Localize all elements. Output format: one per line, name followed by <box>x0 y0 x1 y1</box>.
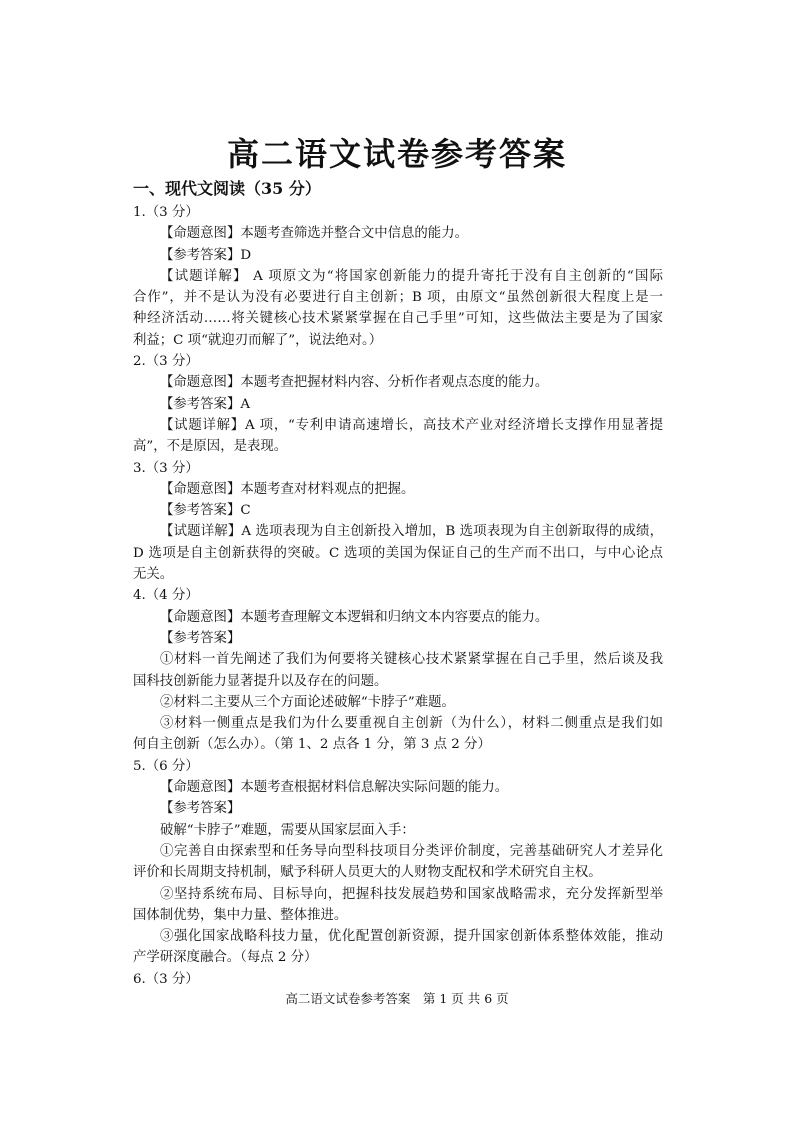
answer-content <box>133 202 663 990</box>
point-line: ②坚持系统布局、目标导向，把握科技发展趋势和国家战略需求，充分发挥新型举 <box>160 886 663 902</box>
point-line: ③材料一侧重点是我们为什么要重视自主创新（为什么），材料二侧重点是我们如 <box>160 716 663 732</box>
detail-line: 【试题详解】A 选项表现为自主创新投入增加，B 选项表现为自主创新取得的成绩， <box>160 524 663 540</box>
page-title: 高二语文试卷参考答案 <box>226 135 567 173</box>
detail-line: 高”，不是原因，是表现。 <box>133 439 288 455</box>
detail-line: 【试题详解】 A 项原文为“将国家创新能力的提升寄托于没有自主创新的“国际 <box>160 268 663 284</box>
question-number: 6.（3 分） <box>133 971 199 987</box>
question-number: 2.（3 分） <box>133 354 199 370</box>
detail-line: 利益；C 项“就迎刃而解了”，说法绝对。） <box>133 332 383 348</box>
detail-line: 合作”，并不是认为没有必要进行自主创新；B 项，由原文“虽然创新很大程度上是一 <box>133 290 663 306</box>
question-number: 4.（4 分） <box>133 588 199 604</box>
page-footer: 高二语文试卷参考答案 第 1 页 共 6 页 <box>285 991 509 1006</box>
section-heading: 一、现代文阅读（35 分） <box>133 179 321 198</box>
intent-line: 【命题意图】本题考查理解文本逻辑和归纳文本内容要点的能力。 <box>160 609 549 625</box>
point-line: ①完善自由探索型和任务导向型科技项目分类评价制度，完善基础研究人才差异化 <box>160 843 663 859</box>
intent-line: 【命题意图】本题考查把握材料内容、分析作者观点态度的能力。 <box>160 375 549 391</box>
intent-line: 【命题意图】本题考查根据材料信息解决实际问题的能力。 <box>160 780 509 796</box>
detail-line: D 选项是自主创新获得的突破。C 选项的美国为保证自己的生产而不出口，与中心论点 <box>133 545 663 561</box>
question-number: 3.（3 分） <box>133 460 199 476</box>
answer-line: 【参考答案】C <box>160 503 251 519</box>
point-line: 评价和长周期支持机制，赋予科研人员更大的人财物支配权和学术研究自主权。 <box>133 865 602 881</box>
point-line: 何自主创新（怎么办）。（第 1、2 点各 1 分，第 3 点 2 分） <box>133 737 491 753</box>
question-number: 1.（3 分） <box>133 205 199 220</box>
point-line: 国科技创新能力显著提升以及存在的问题。 <box>133 673 388 689</box>
detail-line: 【试题详解】A 项，“专利申请高速增长，高技术产业对经济增长支撑作用显著提 <box>160 417 663 433</box>
intro-line: 破解“卡脖子”难题，需要从国家层面入手： <box>160 822 415 838</box>
answer-line: 【参考答案】 <box>160 630 241 646</box>
point-line: 产学研深度融合。（每点 2 分） <box>133 950 318 966</box>
intent-line: 【命题意图】本题考查筛选并整合文中信息的能力。 <box>160 226 468 242</box>
question-number: 5.（6 分） <box>133 758 199 774</box>
answer-line: 【参考答案】A <box>160 396 251 412</box>
point-line: 国体制优势，集中力量、整体推进。 <box>133 907 348 923</box>
detail-line: 种经济活动……将关键核心技术紧紧掌握在自己手里”可知，这些做法主要是为了国家 <box>133 311 663 327</box>
answer-line: 【参考答案】D <box>160 247 252 263</box>
intent-line: 【命题意图】本题考查对材料观点的把握。 <box>160 481 415 497</box>
detail-line: 无关。 <box>133 567 174 583</box>
answer-line: 【参考答案】 <box>160 801 241 817</box>
point-line: ③强化国家战略科技力量，优化配置创新资源，提升国家创新体系整体效能，推动 <box>160 929 663 945</box>
point-line: ②材料二主要从三个方面论述破解“卡脖子”难题。 <box>160 694 455 710</box>
point-line: ①材料一首先阐述了我们为何要将关键核心技术紧紧掌握在自己手里，然后谈及我 <box>160 652 663 668</box>
